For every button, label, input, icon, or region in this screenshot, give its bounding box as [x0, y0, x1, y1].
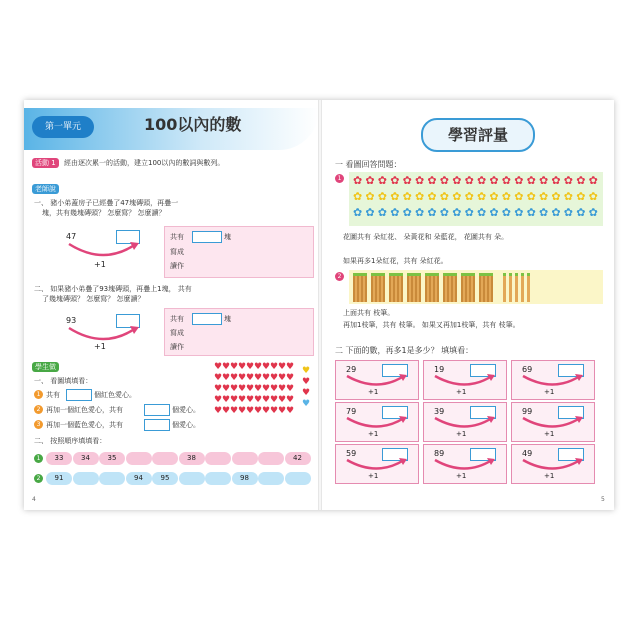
- heart-icon: ♥: [214, 384, 223, 394]
- addition-cell: [423, 444, 507, 484]
- q1-read-label: 讀作: [170, 262, 184, 270]
- flower-icon: ✿: [526, 174, 536, 187]
- heart-icon: ♥: [238, 395, 247, 405]
- q1-line2: 塊，共有幾塊磚頭？ 怎麼寫？ 怎麼讀？: [42, 209, 166, 217]
- sequence-oval: 42: [285, 452, 311, 465]
- heart-icon: ♥: [246, 384, 255, 394]
- addition-cell: [511, 444, 595, 484]
- heart-icon: ♥: [254, 395, 263, 405]
- flower-icon: ✿: [489, 174, 499, 187]
- q2-answer-panel: [164, 308, 314, 356]
- flower-panel: [349, 172, 603, 226]
- heart-icon: ♥: [262, 406, 271, 416]
- q2-total-box[interactable]: [192, 313, 222, 325]
- unit-tag: 第一單元: [32, 116, 94, 138]
- flower-icon: ✿: [377, 206, 388, 219]
- student-tag: 學生做: [32, 362, 59, 372]
- flower-icon: ✿: [415, 174, 425, 187]
- pencil-icon: [521, 273, 524, 302]
- sequence-oval[interactable]: [285, 472, 311, 485]
- student-q1: 一、 看圖填填看：: [34, 377, 93, 385]
- start-number: 59: [346, 449, 357, 458]
- flower-icon: ✿: [563, 190, 574, 203]
- flower-icon: ✿: [427, 206, 437, 219]
- s1c-box[interactable]: [144, 419, 170, 431]
- flower-icon: ✿: [402, 190, 412, 203]
- heart-icon: ♥: [278, 395, 287, 405]
- heart-icon: ♥: [222, 406, 231, 416]
- pencil-icon: [527, 273, 530, 302]
- addition-cell: [335, 360, 419, 400]
- student-q2: 二、 按照順序填填看：: [34, 437, 107, 445]
- flower-icon: ✿: [576, 206, 586, 219]
- pencil-bundle-icon: [479, 273, 493, 302]
- flower-icon: ✿: [377, 190, 388, 203]
- heart-icon: ♥: [214, 373, 223, 383]
- heart-icon: ♥: [238, 362, 247, 372]
- start-number: 29: [346, 365, 357, 374]
- flower-icon: ✿: [439, 190, 450, 203]
- section-2-title: 二 下面的數，再多1是多少？ 填填看：: [335, 346, 474, 355]
- heart-icon: ♥: [246, 362, 255, 372]
- q2-read-label: 讀作: [170, 343, 184, 351]
- plus-one-label: +1: [456, 388, 467, 396]
- flower-icon: ✿: [563, 206, 574, 219]
- q2-plus-one: +1: [94, 342, 106, 351]
- start-number: 79: [346, 407, 357, 416]
- flower-icon: ✿: [588, 174, 598, 187]
- activity-tag: 活動 1: [32, 158, 59, 168]
- heart-icon: ♥: [302, 388, 311, 398]
- sequence-oval: 98: [232, 472, 258, 485]
- flower-icon: ✿: [539, 174, 549, 187]
- plus-one-arrow: [518, 373, 588, 389]
- flower-icon: ✿: [489, 206, 499, 219]
- left-page: 第一單元 100以內的數 活動 1 經由逐次累一的活動，建立100以內的數詞與數列。 老師說 一、 豬小弟蓋房子已經疊了47塊磚頭，再疊一 塊，共有幾塊磚頭？ 怎麼寫？ 怎麼讀？ 47 +1 共有 塊 寫成 讀作 二、 如果豬小弟疊了93塊磚頭，再疊上1塊， 共有 了幾塊磚頭？ 怎麼寫？ 怎麼讀？ 93 +1 共有 塊 寫成 讀作 學生做 一、 看圖填填看： 1 共有 個紅色愛心。 2 再加一個紅色愛心，共有 個愛心。 3 再加一個藍色愛心，共有 個愛心。 ♥ ♥ ♥ ♥ ♥ ♥ ♥ ♥ ♥ ♥ ♥ ♥ ♥ ♥ ♥ ♥ ♥ ♥ ♥ ♥ ♥ ♥ ♥ ♥ ♥ ♥ ♥ ♥ ♥ ♥ ♥ ♥ ♥ ♥ ♥ ♥ ♥ ♥ ♥ ♥ ♥ ♥ ♥ ♥ ♥ ♥ ♥ ♥ ♥ ♥ ♥ ♥ ♥ ♥ 二、 按照順序填填看： 1 33 34 35 38 42 2 91 94 95 98 4: [24, 100, 319, 510]
- sequence-oval[interactable]: [205, 472, 231, 485]
- plus-one-label: +1: [544, 472, 555, 480]
- sequence-oval: 91: [46, 472, 72, 485]
- s1a-label: 共有: [46, 391, 60, 399]
- flower-icon: ✿: [353, 206, 363, 219]
- heart-icon: ♥: [278, 362, 287, 372]
- q1-write-label: 寫成: [170, 248, 184, 256]
- flower-icon: ✿: [427, 190, 437, 203]
- heart-icon: ♥: [254, 362, 263, 372]
- q2-total-label: 共有: [170, 315, 184, 323]
- flower-icon: ✿: [390, 206, 400, 219]
- pencil-icon: [509, 273, 512, 302]
- flower-icon: ✿: [415, 206, 425, 219]
- pencil-bundle-icon: [353, 273, 367, 302]
- pencil-bundle-icon: [425, 273, 439, 302]
- flower-q1: 花圖共有 朵紅花、 朵黃花和 朵藍花， 花圖共有 朵。: [343, 233, 509, 241]
- flower-icon: ✿: [501, 174, 512, 187]
- start-number: 49: [522, 449, 533, 458]
- heart-icon: ♥: [286, 384, 295, 394]
- flower-icon: ✿: [539, 206, 549, 219]
- plus-one-arrow: [342, 457, 412, 473]
- flower-icon: ✿: [464, 190, 474, 203]
- start-number: 39: [434, 407, 445, 416]
- heart-icon: ♥: [230, 384, 239, 394]
- pencil-bundle-icon: [371, 273, 385, 302]
- q1-total-unit: 塊: [224, 233, 231, 241]
- q2-total-unit: 塊: [224, 315, 231, 323]
- flower-icon: ✿: [551, 206, 561, 219]
- plus-one-arrow: [430, 415, 500, 431]
- plus-one-arrow: [518, 457, 588, 473]
- flower-icon: ✿: [551, 174, 561, 187]
- right-page: 學習評量 一 看圖回答問題： 1 ✿ ✿ ✿ ✿ ✿ ✿ ✿ ✿ ✿ ✿ ✿ ✿ ✿ ✿ ✿ ✿ ✿ ✿ ✿ ✿ ✿ ✿ ✿ ✿ ✿ ✿ ✿ ✿ ✿ ✿ ✿ ✿ ✿ ✿ ✿ ✿ ✿ ✿ ✿ ✿ ✿ ✿ ✿ ✿ ✿ ✿ ✿ ✿ ✿ ✿ ✿ ✿ ✿ ✿ ✿ ✿ ✿ ✿ ✿ ✿ 花圖共有 朵紅花、 朵黃花和 朵藍花， 花圖共有 朵。 如果再多1朵紅花，共有 朵紅花。 2 上面共有 枝筆。 再加1枝筆，共有 枝筆。 如果又再加1枝筆，共有 枝筆。 二 下面的數，再多1是多少？ 填填看： 29 +1 19 +1 69 +1 79 +1 39 +1 99 +1 59 +1 89 +1 49 +1 5: [321, 100, 614, 510]
- teacher-tag: 老師說: [32, 184, 59, 194]
- flower-icon: ✿: [526, 190, 536, 203]
- plus-one-arrow: [342, 373, 412, 389]
- heart-icon: ♥: [246, 373, 255, 383]
- heart-icon: ♥: [270, 406, 279, 416]
- heart-icon: ♥: [214, 362, 223, 372]
- addition-cell: [335, 402, 419, 442]
- q1-total-box[interactable]: [192, 231, 222, 243]
- heart-icon: ♥: [302, 399, 311, 409]
- sequence-oval[interactable]: [99, 472, 125, 485]
- pencil-q1: 上面共有 枝筆。: [343, 309, 395, 317]
- plus-one-arrow: [430, 457, 500, 473]
- plus-one-label: +1: [544, 388, 555, 396]
- s1c-tail: 個愛心。: [172, 421, 200, 429]
- flower-icon: ✿: [514, 206, 524, 219]
- heart-icon: ♥: [254, 384, 263, 394]
- flower-icon: ✿: [402, 206, 412, 219]
- heart-icon: ♥: [286, 406, 295, 416]
- heart-icon: ♥: [214, 406, 223, 416]
- heart-icon: ♥: [262, 384, 271, 394]
- section-1-title: 一 看圖回答問題：: [335, 160, 402, 169]
- plus-one-label: +1: [456, 472, 467, 480]
- heart-icon: ♥: [270, 395, 279, 405]
- review-title: 學習評量: [421, 118, 535, 152]
- pencil-q2: 再加1枝筆，共有 枝筆。 如果又再加1枝筆，共有 枝筆。: [343, 321, 520, 329]
- heart-icon: ♥: [262, 373, 271, 383]
- heart-icon: ♥: [222, 373, 231, 383]
- heart-icon: ♥: [302, 377, 311, 387]
- flower-icon: ✿: [390, 190, 400, 203]
- heart-icon: ♥: [230, 395, 239, 405]
- q2-line2: 了幾塊磚頭？ 怎麼寫？ 怎麼讀？: [42, 295, 145, 303]
- plus-one-arrow: [342, 415, 412, 431]
- flower-icon: ✿: [365, 206, 375, 219]
- plus-one-label: +1: [368, 472, 379, 480]
- sequence-oval[interactable]: [179, 472, 205, 485]
- heart-icon: ♥: [262, 395, 271, 405]
- sequence-oval[interactable]: [258, 452, 284, 465]
- q2-write-label: 寫成: [170, 329, 184, 337]
- hearts-grid: [214, 362, 314, 432]
- flower-icon: ✿: [452, 174, 462, 187]
- pencil-icon: [503, 273, 506, 302]
- heart-icon: ♥: [278, 373, 287, 383]
- heart-icon: ♥: [246, 406, 255, 416]
- heart-icon: ♥: [254, 406, 263, 416]
- sequence-oval[interactable]: [258, 472, 284, 485]
- flower-icon: ✿: [563, 174, 574, 187]
- heart-icon: ♥: [222, 395, 231, 405]
- sequence-oval: 95: [152, 472, 178, 485]
- plus-one-arrow: [430, 373, 500, 389]
- heart-icon: ♥: [262, 362, 271, 372]
- heart-icon: ♥: [286, 395, 295, 405]
- flower-icon: ✿: [452, 206, 462, 219]
- q2-line1: 二、 如果豬小弟疊了93塊磚頭，再疊上1塊， 共有: [34, 285, 192, 293]
- unit-title: 100以內的數: [144, 115, 242, 134]
- heart-icon: ♥: [230, 362, 239, 372]
- sequence-oval: 35: [99, 452, 125, 465]
- flower-icon: ✿: [501, 190, 512, 203]
- sequence-oval[interactable]: [205, 452, 231, 465]
- start-number: 89: [434, 449, 445, 458]
- flower-icon: ✿: [402, 174, 412, 187]
- plus-one-label: +1: [368, 430, 379, 438]
- start-number: 19: [434, 365, 445, 374]
- heart-icon: ♥: [286, 362, 295, 372]
- q1-arrow: [64, 240, 144, 262]
- flower-icon: ✿: [477, 174, 487, 187]
- heart-icon: ♥: [302, 366, 311, 376]
- flower-icon: ✿: [588, 190, 598, 203]
- heart-icon: ♥: [278, 384, 287, 394]
- heart-icon: ♥: [238, 384, 247, 394]
- sequence-oval: 34: [73, 452, 99, 465]
- q1-answer-panel: [164, 226, 314, 278]
- flower-icon: ✿: [539, 190, 549, 203]
- flower-icon: ✿: [415, 190, 425, 203]
- q2-start-number: 93: [66, 316, 77, 325]
- flower-icon: ✿: [576, 174, 586, 187]
- flower-icon: ✿: [551, 190, 561, 203]
- plus-one-label: +1: [544, 430, 555, 438]
- q1-plus-one: +1: [94, 260, 106, 269]
- s1a-tail: 個紅色愛心。: [94, 391, 136, 399]
- sequence-oval: 94: [126, 472, 152, 485]
- q1-total-label: 共有: [170, 233, 184, 241]
- flower-icon: ✿: [439, 206, 450, 219]
- flower-icon: ✿: [427, 174, 437, 187]
- heart-icon: ♥: [238, 373, 247, 383]
- flower-icon: ✿: [353, 190, 363, 203]
- s1b-label: 再加一個紅色愛心，共有: [46, 406, 123, 414]
- flower-icon: ✿: [514, 190, 524, 203]
- sequence-oval[interactable]: [126, 452, 152, 465]
- flower-icon: ✿: [588, 206, 598, 219]
- addition-cell: [511, 402, 595, 442]
- flower-icon: ✿: [526, 206, 536, 219]
- heart-icon: ♥: [222, 384, 231, 394]
- flower-icon: ✿: [489, 190, 499, 203]
- q1-line1: 一、 豬小弟蓋房子已經疊了47塊磚頭，再疊一: [34, 199, 179, 207]
- pencil-panel: [349, 270, 603, 304]
- start-number: 69: [522, 365, 533, 374]
- plus-one-label: +1: [368, 388, 379, 396]
- sequence-oval: 38: [179, 452, 205, 465]
- flower-icon: ✿: [464, 206, 474, 219]
- q1-start-number: 47: [66, 232, 77, 241]
- page-number-right: 5: [601, 496, 605, 503]
- flower-icon: ✿: [477, 190, 487, 203]
- flower-icon: ✿: [377, 174, 388, 187]
- flower-icon: ✿: [576, 190, 586, 203]
- heart-icon: ♥: [230, 373, 239, 383]
- activity-text: 經由逐次累一的活動，建立100以內的數詞與數列。: [64, 159, 225, 167]
- pencil-icon: [515, 273, 518, 302]
- heart-icon: ♥: [278, 406, 287, 416]
- flower-icon: ✿: [439, 174, 450, 187]
- flower-icon: ✿: [365, 190, 375, 203]
- heart-icon: ♥: [230, 406, 239, 416]
- heart-icon: ♥: [214, 395, 223, 405]
- flower-icon: ✿: [464, 174, 474, 187]
- heart-icon: ♥: [246, 395, 255, 405]
- s1a-box[interactable]: [66, 389, 92, 401]
- book-spread: [24, 100, 614, 510]
- heart-icon: ♥: [270, 384, 279, 394]
- sequence-oval[interactable]: [152, 452, 178, 465]
- pencil-bundle-icon: [407, 273, 421, 302]
- flower-icon: ✿: [353, 174, 363, 187]
- sequence-oval: 33: [46, 452, 72, 465]
- addition-cell: [423, 402, 507, 442]
- flower-icon: ✿: [452, 190, 462, 203]
- heart-icon: ♥: [270, 362, 279, 372]
- s1b-tail: 個愛心。: [172, 406, 200, 414]
- flower-icon: ✿: [365, 174, 375, 187]
- plus-one-arrow: [518, 415, 588, 431]
- page-number-left: 4: [32, 496, 36, 503]
- flower-icon: ✿: [477, 206, 487, 219]
- addition-cell: [335, 444, 419, 484]
- start-number: 99: [522, 407, 533, 416]
- flower-icon: ✿: [501, 206, 512, 219]
- heart-icon: ♥: [270, 373, 279, 383]
- pencil-bundle-icon: [443, 273, 457, 302]
- heart-icon: ♥: [286, 373, 295, 383]
- pencil-bundle-icon: [461, 273, 475, 302]
- heart-icon: ♥: [222, 362, 231, 372]
- pencil-bundle-icon: [389, 273, 403, 302]
- flower-q2: 如果再多1朵紅花，共有 朵紅花。: [343, 257, 448, 265]
- plus-one-label: +1: [456, 430, 467, 438]
- addition-cell: [423, 360, 507, 400]
- s1b-box[interactable]: [144, 404, 170, 416]
- heart-icon: ♥: [238, 406, 247, 416]
- heart-icon: ♥: [254, 373, 263, 383]
- addition-cell: [511, 360, 595, 400]
- s1c-label: 再加一個藍色愛心，共有: [46, 421, 123, 429]
- flower-icon: ✿: [390, 174, 400, 187]
- sequence-oval[interactable]: [73, 472, 99, 485]
- sequence-oval[interactable]: [232, 452, 258, 465]
- flower-icon: ✿: [514, 174, 524, 187]
